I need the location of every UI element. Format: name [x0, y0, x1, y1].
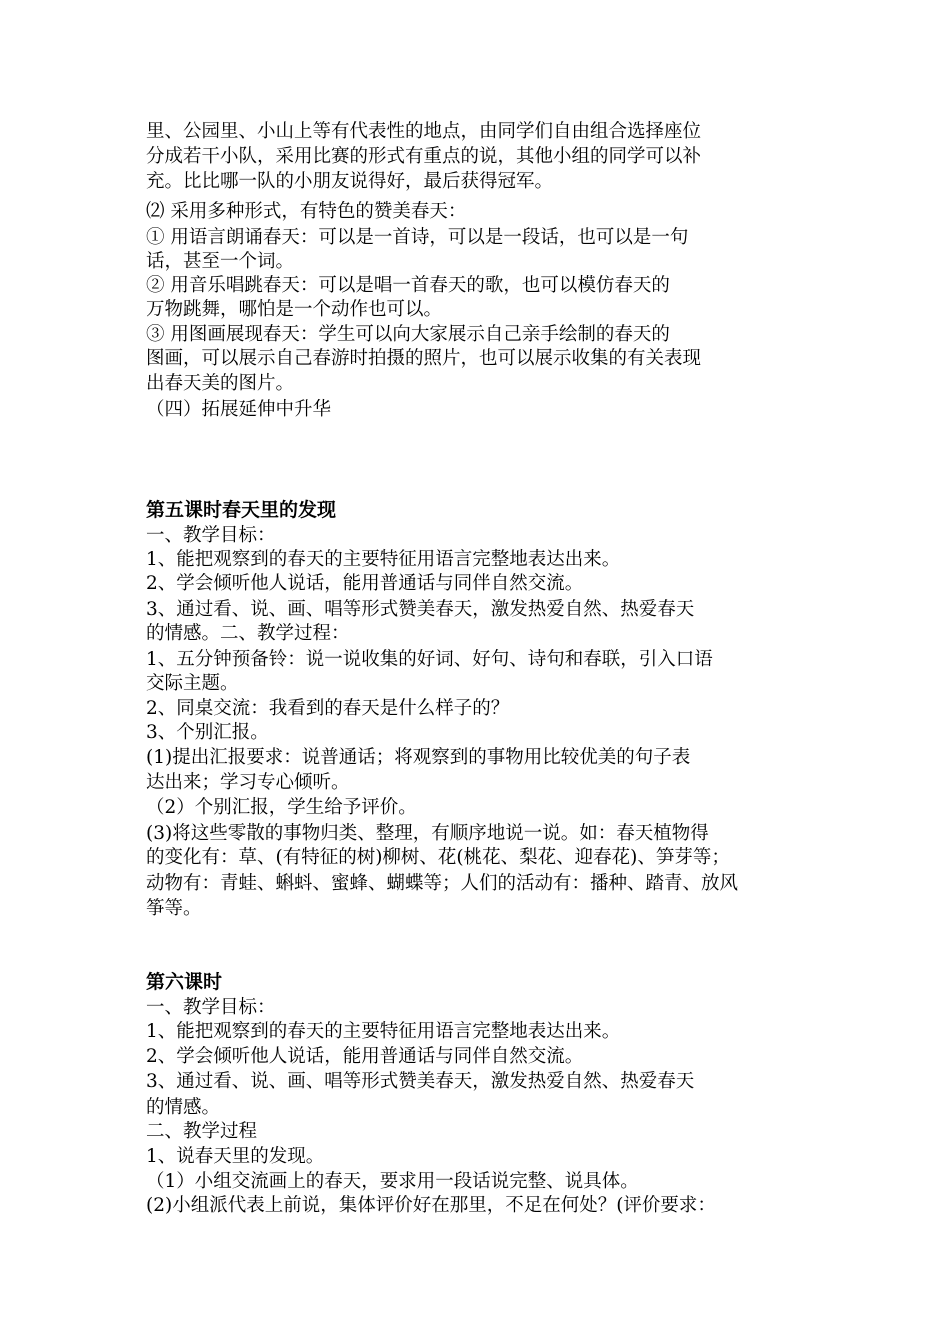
paragraph-line: 分成若干小队，采用比赛的形式有重点的说，其他小组的同学可以补: [146, 146, 702, 167]
paragraph-line: ② 用音乐唱跳春天：可以是唱一首春天的歌，也可以模仿春天的: [146, 275, 670, 296]
paragraph-line: (2)小组派代表上前说，集体评价好在那里，不足在何处？(评价要求：: [146, 1195, 716, 1216]
paragraph-line: 3、个别汇报。: [146, 722, 269, 743]
paragraph-line: ⑵ 采用多种形式，有特色的赞美春天：: [146, 201, 467, 222]
paragraph-line: （1）小组交流画上的春天，要求用一段话说完整、说具体。: [146, 1171, 639, 1192]
paragraph-line: 出春天美的图片。: [146, 373, 295, 394]
paragraph-line: 的情感。二、教学过程：: [146, 623, 350, 644]
paragraph-line: 达出来；学习专心倾听。: [146, 772, 350, 793]
paragraph-line: 一、教学目标：: [146, 997, 276, 1018]
paragraph-line: 2、同桌交流：我看到的春天是什么样子的？: [146, 698, 510, 719]
paragraph-line: 的情感。: [146, 1097, 221, 1118]
paragraph-line: (3)将这些零散的事物归类、整理，有顺序地说一说。如：春天植物得: [146, 823, 709, 844]
paragraph-line: 话，甚至一个词。: [146, 251, 295, 272]
lesson5-title: 第五课时春天里的发现: [146, 499, 337, 521]
paragraph-line: 图画，可以展示自己春游时拍摄的照片，也可以展示收集的有关表现: [146, 348, 702, 369]
paragraph-line: 动物有：青蛙、蝌蚪、蜜蜂、蝴蝶等；人们的活动有：播种、踏青、放风: [146, 873, 739, 894]
paragraph-line: （2）个别汇报，学生给予评价。: [146, 797, 417, 818]
paragraph-line: 3、通过看、说、画、唱等形式赞美春天，激发热爱自然、热爱春天: [146, 599, 695, 620]
paragraph-line: 一、教学目标：: [146, 525, 276, 546]
lesson6-title: 第六课时: [146, 971, 223, 993]
paragraph-line: 筝等。: [146, 898, 202, 919]
paragraph-line: 1、说春天里的发现。: [146, 1146, 325, 1167]
paragraph-line: 2、学会倾听他人说话，能用普通话与同伴自然交流。: [146, 573, 584, 594]
paragraph-line: 1、能把观察到的春天的主要特征用语言完整地表达出来。: [146, 1021, 621, 1042]
paragraph-line: (1)提出汇报要求：说普通话；将观察到的事物用比较优美的句子表: [146, 747, 691, 768]
paragraph-line: 1、能把观察到的春天的主要特征用语言完整地表达出来。: [146, 549, 621, 570]
paragraph-line: ① 用语言朗诵春天：可以是一首诗，可以是一段话，也可以是一句: [146, 227, 689, 248]
paragraph-line: 里、公园里、小山上等有代表性的地点，由同学们自由组合选择座位: [146, 121, 702, 142]
paragraph-line: 1、五分钟预备铃：说一说收集的好词、好句、诗句和春联，引入口语: [146, 649, 713, 670]
paragraph-line: 交际主题。: [146, 673, 239, 694]
paragraph-line: 的变化有：草、(有特征的树)柳树、花(桃花、梨花、迎春花)、笋芽等；: [146, 847, 730, 868]
paragraph-line: 3、通过看、说、画、唱等形式赞美春天，激发热爱自然、热爱春天: [146, 1071, 695, 1092]
paragraph-line: 充。比比哪一队的小朋友说得好，最后获得冠军。: [146, 171, 554, 192]
paragraph-line: 万物跳舞，哪怕是一个动作也可以。: [146, 299, 443, 320]
paragraph-line: 2、学会倾听他人说话，能用普通话与同伴自然交流。: [146, 1046, 584, 1067]
paragraph-line: ③ 用图画展现春天：学生可以向大家展示自己亲手绘制的春天的: [146, 324, 670, 345]
paragraph-line: 二、教学过程: [146, 1121, 258, 1142]
section-heading: （四）拓展延伸中升华: [146, 399, 332, 420]
